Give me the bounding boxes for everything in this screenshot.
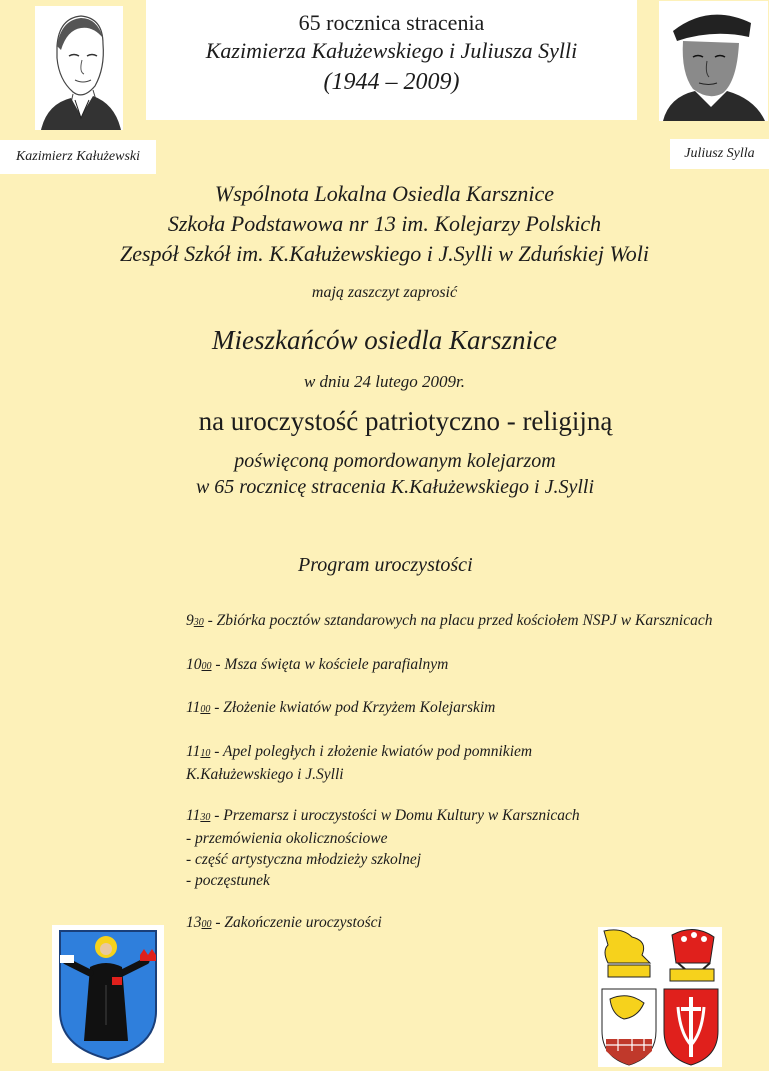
program-item-text: - Zakończenie uroczystości (211, 913, 382, 931)
program-item-hour: 13 (186, 913, 202, 931)
dedication-block (0, 448, 769, 500)
organizer-line: Szkoła Podstawowa nr 13 im. Kolejarzy Polskich (167, 211, 602, 236)
portrait-kaluzewski (35, 6, 123, 130)
program-item (186, 697, 769, 720)
portrait-left-caption: Kazimierz Kałużewski (0, 140, 156, 174)
program-item-line (186, 870, 769, 891)
program-item-minutes: 30 (193, 617, 204, 628)
program-item-line (186, 610, 769, 633)
program-item-text: - Apel poległych i złożenie kwiatów pod pomnikiem (210, 742, 533, 760)
header-line-names: Kazimierza Kałużewskiego i Juliusza Sylli (205, 38, 578, 63)
program-item-hour: 11 (186, 699, 201, 716)
program-item-minutes: 00 (200, 704, 211, 715)
header-line-years: (1944 – 2009) (323, 69, 460, 95)
organizer-line: Wspólnota Lokalna Osiedla Karsznice (214, 181, 555, 206)
invite-text: mają zaszczyt zaprosić (311, 284, 458, 301)
program-item-minutes: 30 (200, 812, 211, 823)
organizers-block (0, 179, 769, 269)
coat-of-arms-right (598, 927, 722, 1067)
program-item-minutes: 10 (200, 747, 211, 759)
portrait-sylla (659, 1, 768, 121)
program-item-text: - poczęstunek (186, 872, 270, 889)
program-item-text: - Msza święta w kościele parafialnym (211, 655, 449, 673)
organizer-line: Zespół Szkół im. K.Kałużewskiego i J.Sylli w Zduńskiej Woli (119, 241, 649, 266)
portrait-right-caption: Juliusz Sylla (670, 139, 769, 169)
program-list (186, 610, 769, 955)
program-item (186, 741, 769, 785)
header-line-anniversary: 65 rocznica stracenia (298, 10, 485, 35)
program-item-text: - część artystyczna młodzieży szkolnej (186, 851, 422, 868)
program-item-line (186, 741, 769, 764)
program-item-line (186, 697, 769, 720)
program-item-line (186, 828, 769, 849)
program-item-line (186, 805, 769, 828)
program-item-text: - Zbiórka pocztów sztandarowych na placu przed kościołem NSPJ w Karsznicach (203, 612, 713, 629)
program-item (186, 654, 769, 677)
program-item-hour: 11 (186, 742, 201, 760)
program-item (186, 805, 769, 891)
program-item-minutes: 00 (201, 918, 212, 930)
event-title: na uroczystość patriotyczno - religijną (198, 406, 613, 436)
header-title-box (146, 0, 637, 120)
program-item-minutes: 00 (201, 660, 212, 672)
program-item (186, 610, 769, 633)
program-item-line (186, 654, 769, 677)
program-item-line (186, 764, 769, 785)
coat-of-arms-left (52, 925, 164, 1063)
dedication-line: poświęconą pomordowanym kolejarzom (234, 450, 556, 472)
program-item-text: - Przemarsz i uroczystości w Domu Kultury w Karsznicach (210, 807, 580, 824)
audience-heading: Mieszkańców osiedla Karsznice (212, 325, 557, 355)
program-item-text: - przemówienia okolicznościowe (186, 830, 388, 847)
program-item-hour: 11 (186, 807, 201, 824)
dedication-line: w 65 rocznicę stracenia K.Kałużewskiego i J.Sylli (195, 476, 595, 498)
event-date: w dniu 24 lutego 2009r. (303, 372, 466, 391)
program-item-hour: 9 (186, 612, 194, 629)
program-item-hour: 10 (186, 655, 202, 673)
program-item-text: - Złożenie kwiatów pod Krzyżem Kolejarskim (210, 699, 496, 716)
program-item-line (186, 849, 769, 870)
program-title: Program uroczystości (298, 554, 473, 576)
program-item-text: K.Kałużewskiego i J.Sylli (186, 765, 344, 783)
